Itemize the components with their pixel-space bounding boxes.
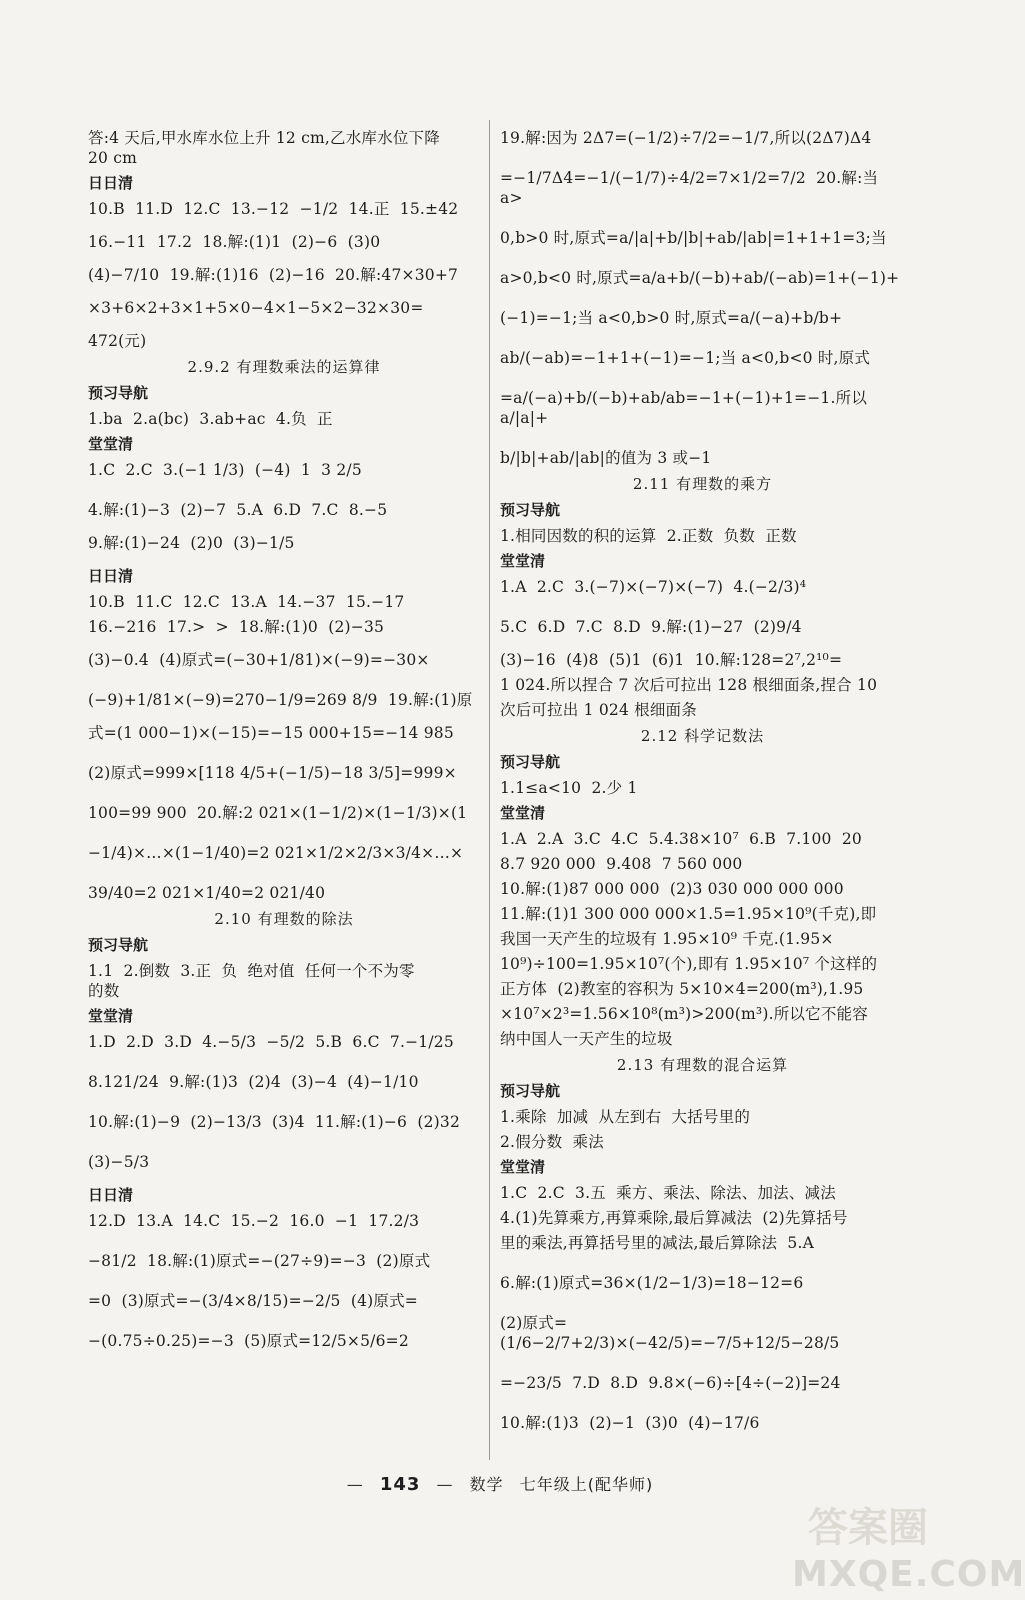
- answer-line: 我国一天产生的垃圾有 1.95×10⁹ 千克.(1.95×: [500, 930, 834, 948]
- answer-line: (3)−0.4 (4)原式=(−30+1/81)×(−9)=−30×: [88, 651, 430, 669]
- answer-line: =−23/5 7.D 8.D 9.8×(−6)÷[4÷(−2)]=24: [500, 1374, 841, 1392]
- footer-dash-left: —: [346, 1475, 364, 1494]
- answer-line: 1.D 2.D 3.D 4.−5/3 −5/2 5.B 6.C 7.−1/25: [88, 1033, 454, 1051]
- answer-line: (2)原式=(1/6−2/7+2/3)×(−42/5)=−7/5+12/5−28/5: [500, 1314, 840, 1352]
- page-number: 143: [379, 1474, 421, 1495]
- answer-line: 正方体 (2)教室的容积为 5×10×4=200(m³),1.95: [500, 980, 864, 998]
- answer-line: 10.B 11.C 12.C 13.A 14.−37 15.−17: [88, 593, 405, 611]
- answer-line: −1/4)×…×(1−1/40)=2 021×1/2×2/3×3/4×…×: [88, 844, 464, 862]
- answer-line: 20 cm: [88, 149, 138, 167]
- answer-line: 100=99 900 20.解:2 021×(1−1/2)×(1−1/3)×(1: [88, 804, 468, 822]
- section-heading-class: 堂堂清: [500, 804, 546, 822]
- answer-line: 式=(1 000−1)×(−15)=−15 000+15=−14 985: [88, 724, 454, 742]
- answer-line: 1.乘除 加减 从左到右 大括号里的: [500, 1108, 751, 1126]
- answer-line: (2)原式=999×[118 4/5+(−1/5)−18 3/5]=999×: [88, 764, 457, 782]
- section-heading-class: 堂堂清: [500, 552, 546, 570]
- answer-line: 11.解:(1)1 300 000 000×1.5=1.95×10⁹(千克),即: [500, 905, 877, 923]
- section-heading-class: 堂堂清: [88, 435, 134, 453]
- footer-subject: 数学: [469, 1475, 504, 1494]
- answer-line: 9.解:(1)−24 (2)0 (3)−1/5: [88, 534, 295, 552]
- answer-line: 纳中国人一天产生的垃圾: [500, 1030, 673, 1048]
- section-heading-preview: 预习导航: [500, 501, 561, 519]
- answer-line: 次后可拉出 1 024 根细面条: [500, 701, 697, 719]
- section-heading-preview: 预习导航: [500, 1082, 561, 1100]
- answer-line: 10.解:(1)−9 (2)−13/3 (3)4 11.解:(1)−6 (2)32: [88, 1113, 461, 1131]
- answer-line: 10.解:(1)87 000 000 (2)3 030 000 000 000: [500, 880, 844, 898]
- answer-line: 1.A 2.A 3.C 4.C 5.4.38×10⁷ 6.B 7.100 20: [500, 830, 862, 848]
- answer-line: 8.7 920 000 9.408 7 560 000: [500, 855, 743, 873]
- answer-line: 6.解:(1)原式=36×(1/2−1/3)=18−12=6: [500, 1274, 804, 1292]
- footer-dash-right: —: [436, 1475, 454, 1494]
- answer-line: 39/40=2 021×1/40=2 021/40: [88, 884, 326, 902]
- answer-line: 16.−11 17.2 18.解:(1)1 (2)−6 (3)0: [88, 233, 381, 251]
- answer-line: =a/(−a)+b/(−b)+ab/ab=−1+(−1)+1=−1.所以 a/|a|+: [500, 389, 873, 427]
- answer-line: 答:4 天后,甲水库水位上升 12 cm,乙水库水位下降: [88, 129, 440, 147]
- answer-line: 1.C 2.C 3.(−1 1/3) (−4) 1 3 2/5: [88, 461, 362, 479]
- answer-line: (3)−5/3: [88, 1153, 150, 1171]
- column-divider: [489, 120, 490, 1460]
- section-title: 2.12 科学记数法: [640, 727, 765, 745]
- answer-line: 4.(1)先算乘方,再算乘除,最后算减法 (2)先算括号: [500, 1209, 848, 1227]
- answer-line: (−1)=−1;当 a<0,b>0 时,原式=a/(−a)+b/b+: [500, 309, 843, 327]
- answer-line: (4)−7/10 19.解:(1)16 (2)−16 20.解:47×30+7: [88, 266, 459, 284]
- section-heading-preview: 预习导航: [88, 936, 149, 954]
- answer-line: 1.1≤a<10 2.少 1: [500, 779, 638, 797]
- answer-line: ab/(−ab)=−1+1+(−1)=−1;当 a<0,b<0 时,原式: [500, 349, 871, 367]
- page-footer: [0, 1472, 1000, 1495]
- watermark-site: MXQE.COM: [792, 1554, 1025, 1595]
- section-heading-class: 堂堂清: [88, 1007, 134, 1025]
- section-title: 2.13 有理数的混合运算: [616, 1056, 789, 1074]
- section-heading-daily: 日日清: [88, 1186, 134, 1204]
- answer-line: 5.C 6.D 7.C 8.D 9.解:(1)−27 (2)9/4: [500, 618, 802, 636]
- answer-line: −81/2 18.解:(1)原式=−(27÷9)=−3 (2)原式: [88, 1252, 431, 1270]
- answer-line: 12.D 13.A 14.C 15.−2 16.0 −1 17.2/3: [88, 1212, 420, 1230]
- answer-line: b/|b|+ab/|ab|的值为 3 或−1: [500, 449, 712, 467]
- section-heading-preview: 预习导航: [500, 753, 561, 771]
- answer-line: 2.假分数 乘法: [500, 1133, 604, 1151]
- answer-line: 4.解:(1)−3 (2)−7 5.A 6.D 7.C 8.−5: [88, 501, 388, 519]
- left-column: [88, 128, 480, 1351]
- answer-line: 1.ba 2.a(bc) 3.ab+ac 4.负 正: [88, 410, 333, 428]
- answer-line: 1.C 2.C 3.五 乘方、乘法、除法、加法、减法: [500, 1184, 836, 1202]
- answer-line: =0 (3)原式=−(3/4×8/15)=−2/5 (4)原式=: [88, 1292, 418, 1310]
- answer-line: 472(元): [88, 332, 147, 350]
- answer-line: 16.−216 17.> > 18.解:(1)0 (2)−35: [88, 618, 385, 636]
- answer-line: 0,b>0 时,原式=a/|a|+b/|b|+ab/|ab|=1+1+1=3;当: [500, 229, 887, 247]
- answer-line: (3)−16 (4)8 (5)1 (6)1 10.解:128=2⁷,2¹⁰=: [500, 651, 843, 669]
- answer-line: ×3+6×2+3×1+5×0−4×1−5×2−32×30=: [88, 299, 424, 317]
- section-heading-preview: 预习导航: [88, 384, 149, 402]
- right-column: [500, 128, 905, 1433]
- answer-line: 的数: [88, 982, 120, 1000]
- answer-line: 10⁹)÷100=1.95×10⁷(个),即有 1.95×10⁷ 个这样的: [500, 955, 878, 973]
- footer-grade: 七年级上(配华师): [519, 1475, 654, 1494]
- answer-line: 1 024.所以捏合 7 次后可拉出 128 根细面条,捏合 10: [500, 676, 878, 694]
- section-title: 2.9.2 有理数乘法的运算律: [187, 358, 381, 376]
- section-heading-class: 堂堂清: [500, 1158, 546, 1176]
- section-title: 2.10 有理数的除法: [214, 910, 354, 928]
- answer-line: =−1/7Δ4=−1/(−1/7)÷4/2=7×1/2=7/2 20.解:当 a>: [500, 169, 884, 207]
- section-title: 2.11 有理数的乘方: [632, 475, 773, 493]
- section-heading-daily: 日日清: [88, 567, 134, 585]
- answer-line: 1.1 2.倒数 3.正 负 绝对值 任何一个不为零: [88, 962, 415, 980]
- answer-line: a>0,b<0 时,原式=a/a+b/(−b)+ab/(−ab)=1+(−1)+: [500, 269, 900, 287]
- answer-line: −(0.75÷0.25)=−3 (5)原式=12/5×5/6=2: [88, 1332, 409, 1350]
- answer-line: ×10⁷×2³=1.56×10⁸(m³)>200(m³).所以它不能容: [500, 1005, 868, 1023]
- answer-line: 1.相同因数的积的运算 2.正数 负数 正数: [500, 527, 797, 545]
- section-heading-daily: 日日清: [88, 174, 134, 192]
- answer-line: 里的乘法,再算括号里的减法,最后算除法 5.A: [500, 1234, 814, 1252]
- answer-line: 8.121/24 9.解:(1)3 (2)4 (3)−4 (4)−1/10: [88, 1073, 419, 1091]
- watermark-logo: 答案圈: [808, 1505, 928, 1551]
- answer-line: 19.解:因为 2Δ7=(−1/2)÷7/2=−1/7,所以(2Δ7)Δ4: [500, 129, 872, 147]
- answer-line: (−9)+1/81×(−9)=270−1/9=269 8/9 19.解:(1)原: [88, 691, 473, 709]
- answer-line: 10.解:(1)3 (2)−1 (3)0 (4)−17/6: [500, 1414, 760, 1432]
- answer-line: 10.B 11.D 12.C 13.−12 −1/2 14.正 15.±42: [88, 200, 459, 218]
- answer-line: 1.A 2.C 3.(−7)×(−7)×(−7) 4.(−2/3)⁴: [500, 578, 807, 596]
